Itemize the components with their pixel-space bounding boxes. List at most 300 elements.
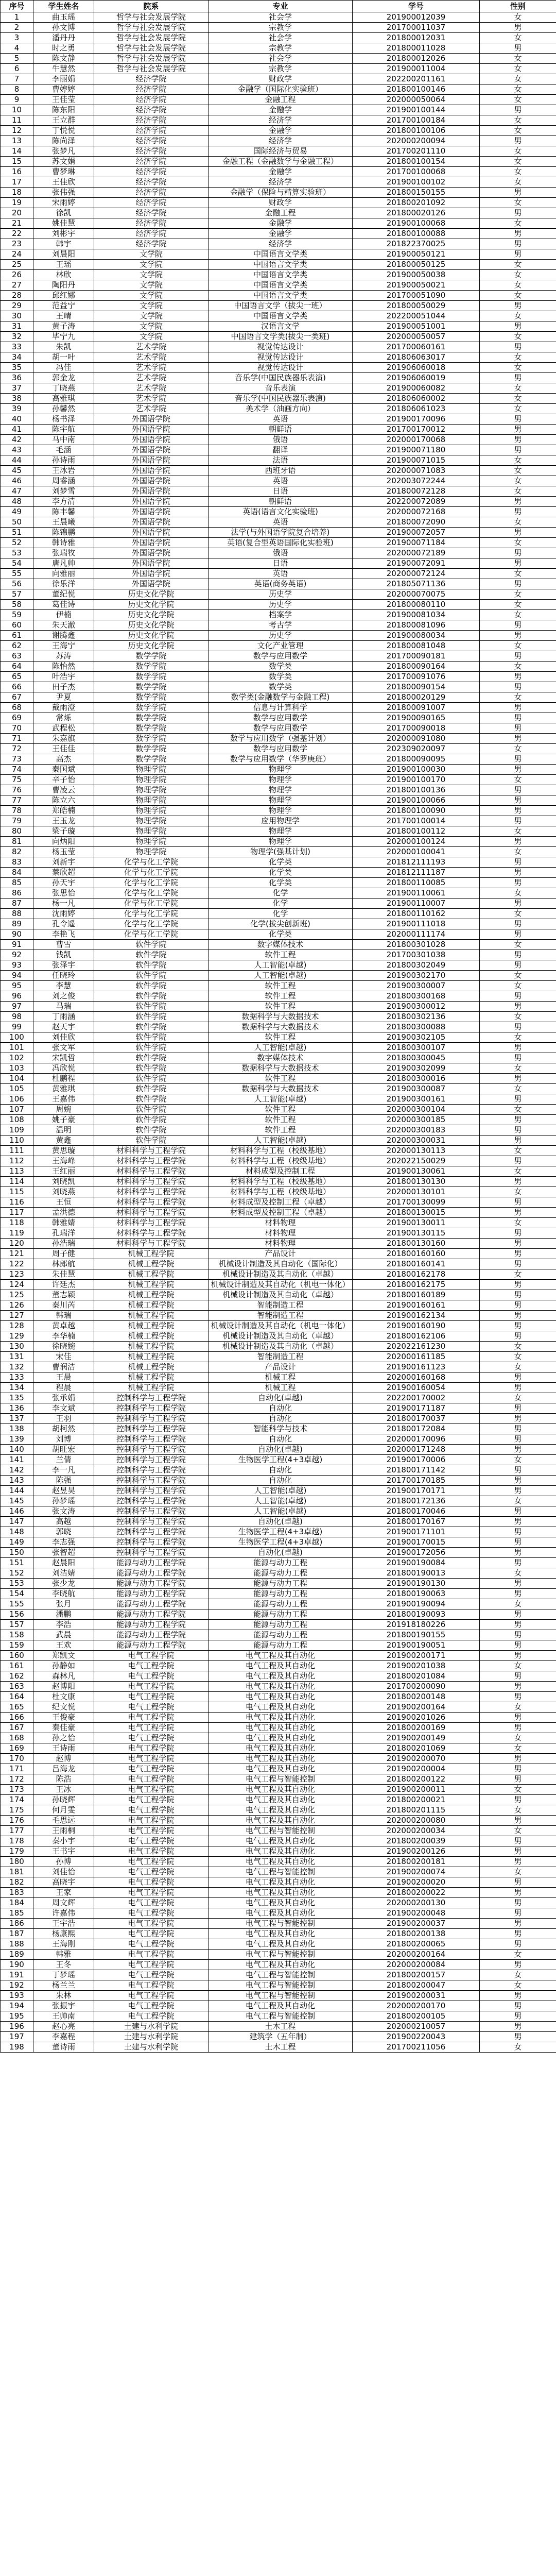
cell-sex: 男 — [480, 2022, 556, 2032]
cell-dept: 经济学院 — [94, 208, 208, 218]
table-row — [1, 1300, 556, 1311]
cell-name: 秦国斌 — [33, 765, 94, 775]
cell-dept: 经济学院 — [94, 229, 208, 239]
cell-major: 物理学(强基计划) — [208, 847, 353, 857]
cell-name: 朱嘉旗 — [33, 734, 94, 744]
cell-dept: 外国语学院 — [94, 497, 208, 507]
cell-major: 中国语言文学（拔尖一班） — [208, 301, 353, 311]
cell-no: 125 — [1, 1290, 33, 1300]
cell-name: 刘彬宇 — [33, 229, 94, 239]
cell-id: 201900300012 — [353, 1002, 480, 1012]
table-row — [1, 177, 556, 188]
cell-no: 142 — [1, 1465, 33, 1476]
table-row — [1, 1424, 556, 1434]
table-row — [1, 785, 556, 795]
cell-dept: 物理学院 — [94, 816, 208, 826]
cell-dept: 外国语学院 — [94, 435, 208, 445]
table-row — [1, 1136, 556, 1146]
cell-id: 201900100102 — [353, 177, 480, 188]
cell-id: 201800200181 — [353, 1857, 480, 1867]
table-row — [1, 868, 556, 878]
cell-id: 201800100088 — [353, 229, 480, 239]
cell-dept: 机械工程学院 — [94, 1280, 208, 1290]
cell-dept: 控制科学与工程学院 — [94, 1465, 208, 1476]
cell-dept: 材料科学与工程学院 — [94, 1187, 208, 1197]
cell-id: 201700200090 — [353, 1682, 480, 1692]
cell-id: 201900200149 — [353, 1733, 480, 1743]
table-row — [1, 445, 556, 455]
table-row — [1, 981, 556, 991]
cell-sex: 男 — [480, 321, 556, 332]
cell-no: 104 — [1, 1074, 33, 1084]
table-row — [1, 1929, 556, 1939]
cell-name: 刘洁婧 — [33, 1568, 94, 1579]
cell-major: 机械工程 — [208, 1372, 353, 1383]
cell-id: 201800012026 — [353, 54, 480, 64]
cell-dept: 机械工程学院 — [94, 1331, 208, 1342]
cell-dept: 机械工程学院 — [94, 1321, 208, 1331]
cell-id: 202022161230 — [353, 1342, 480, 1352]
cell-name: 王诗雨 — [33, 1743, 94, 1754]
cell-name: 丁梦瑶 — [33, 1970, 94, 1980]
cell-dept: 化学与化工学院 — [94, 899, 208, 909]
cell-dept: 软件学院 — [94, 1094, 208, 1105]
cell-dept: 艺术学院 — [94, 404, 208, 414]
cell-no: 197 — [1, 2032, 33, 2042]
table-row — [1, 115, 556, 126]
cell-id: 201800020129 — [353, 692, 480, 703]
cell-id: 201800201092 — [353, 198, 480, 208]
cell-name: 杨一凡 — [33, 899, 94, 909]
cell-id: 201900200004 — [353, 1764, 480, 1774]
cell-major: 电气工程与智能控制 — [208, 1991, 353, 2001]
cell-no: 153 — [1, 1579, 33, 1589]
cell-dept: 经济学院 — [94, 188, 208, 198]
cell-id: 201800170046 — [353, 1506, 480, 1517]
cell-dept: 电气工程学院 — [94, 1877, 208, 1888]
cell-name: 王晨曦 — [33, 517, 94, 528]
table-row — [1, 589, 556, 600]
table-row — [1, 383, 556, 394]
cell-major: 经济学 — [208, 177, 353, 188]
cell-major: 物理学 — [208, 785, 353, 795]
table-row — [1, 1867, 556, 1877]
table-row — [1, 847, 556, 857]
table-row — [1, 1197, 556, 1208]
table-row — [1, 486, 556, 497]
table-row — [1, 1352, 556, 1362]
cell-sex: 女 — [480, 74, 556, 84]
cell-id: 201800150155 — [353, 188, 480, 198]
cell-name: 王冰 — [33, 1785, 94, 1795]
cell-sex: 男 — [480, 837, 556, 847]
cell-name: 杨书泽 — [33, 414, 94, 425]
header-id: 学号 — [353, 1, 480, 12]
cell-major: 电气工程及其自动化 — [208, 1846, 353, 1857]
cell-dept: 控制科学与工程学院 — [94, 1455, 208, 1465]
cell-sex: 女 — [480, 486, 556, 497]
cell-no: 108 — [1, 1115, 33, 1125]
table-row — [1, 352, 556, 363]
cell-no: 154 — [1, 1589, 33, 1599]
cell-name: 王海刚 — [33, 1939, 94, 1950]
cell-sex: 男 — [480, 878, 556, 888]
cell-no: 113 — [1, 1166, 33, 1177]
cell-id: 201900170171 — [353, 1486, 480, 1496]
cell-sex: 女 — [480, 888, 556, 899]
cell-major: 数学类 — [208, 672, 353, 682]
cell-major: 化学类 — [208, 857, 353, 868]
cell-id: 201900050038 — [353, 270, 480, 280]
cell-name: 赵天宇 — [33, 1022, 94, 1032]
cell-major: 财政学 — [208, 74, 353, 84]
table-row — [1, 775, 556, 785]
cell-id: 201800172084 — [353, 1424, 480, 1434]
cell-name: 张月 — [33, 1599, 94, 1609]
cell-name: 陈丰馨 — [33, 507, 94, 517]
table-row — [1, 136, 556, 146]
cell-id: 201900200126 — [353, 1846, 480, 1857]
cell-no: 64 — [1, 662, 33, 672]
cell-dept: 艺术学院 — [94, 352, 208, 363]
cell-id: 201700090018 — [353, 723, 480, 734]
cell-id: 201900161123 — [353, 1362, 480, 1372]
cell-name: 向炳阳 — [33, 837, 94, 847]
cell-no: 90 — [1, 929, 33, 940]
cell-name: 赵昱昊 — [33, 1486, 94, 1496]
cell-dept: 物理学院 — [94, 847, 208, 857]
cell-major: 软件工程 — [208, 1032, 353, 1043]
cell-id: 202000100041 — [353, 847, 480, 857]
cell-no: 116 — [1, 1197, 33, 1208]
table-row — [1, 1063, 556, 1074]
cell-major: 数学类 — [208, 662, 353, 672]
cell-no: 198 — [1, 2042, 33, 2053]
cell-dept: 历史文化学院 — [94, 631, 208, 641]
table-row — [1, 1877, 556, 1888]
cell-major: 产品设计 — [208, 1362, 353, 1372]
cell-id: 201900090165 — [353, 713, 480, 723]
cell-id: 201805071136 — [353, 579, 480, 589]
table-row — [1, 692, 556, 703]
cell-major: 能源与动力工程 — [208, 1589, 353, 1599]
cell-sex: 男 — [480, 1331, 556, 1342]
cell-name: 胡一叶 — [33, 352, 94, 363]
cell-dept: 控制科学与工程学院 — [94, 1414, 208, 1424]
table-row — [1, 754, 556, 765]
cell-id: 202000200164 — [353, 1950, 480, 1960]
cell-sex: 女 — [480, 455, 556, 466]
table-row — [1, 950, 556, 960]
cell-dept: 历史文化学院 — [94, 641, 208, 651]
cell-dept: 电气工程学院 — [94, 1816, 208, 1826]
cell-id: 201900162134 — [353, 1311, 480, 1321]
table-row — [1, 1692, 556, 1702]
cell-no: 99 — [1, 1022, 33, 1032]
cell-no: 175 — [1, 1805, 33, 1816]
cell-id: 202000200084 — [353, 1960, 480, 1970]
cell-name: 叶浩宇 — [33, 672, 94, 682]
table-row — [1, 991, 556, 1002]
cell-dept: 能源与动力工程学院 — [94, 1640, 208, 1651]
cell-major: 生物医学工程(4+3卓越) — [208, 1527, 353, 1537]
cell-dept: 电气工程学院 — [94, 1991, 208, 2001]
table-row — [1, 1208, 556, 1218]
cell-name: 张智超 — [33, 1548, 94, 1558]
table-row — [1, 218, 556, 229]
table-row — [1, 435, 556, 445]
cell-major: 能源与动力工程 — [208, 1599, 353, 1609]
cell-id: 202000072168 — [353, 507, 480, 517]
cell-no: 73 — [1, 754, 33, 765]
cell-no: 74 — [1, 765, 33, 775]
table-row — [1, 1908, 556, 1919]
table-row — [1, 167, 556, 177]
cell-name: 毛涵 — [33, 445, 94, 455]
cell-major: 电气工程及其自动化 — [208, 2001, 353, 2011]
cell-name: 宋佳 — [33, 1352, 94, 1362]
table-row — [1, 682, 556, 692]
cell-id: 201900201026 — [353, 1713, 480, 1723]
cell-major: 应用物理学 — [208, 816, 353, 826]
cell-no: 71 — [1, 734, 33, 744]
cell-name: 王晨 — [33, 1372, 94, 1383]
cell-name: 兰倩 — [33, 1455, 94, 1465]
table-row — [1, 1568, 556, 1579]
cell-id: 202000070075 — [353, 589, 480, 600]
cell-dept: 文学院 — [94, 270, 208, 280]
cell-sex: 男 — [480, 1177, 556, 1187]
table-row — [1, 1012, 556, 1022]
cell-name: 王嘉伟 — [33, 1094, 94, 1105]
cell-name: 林郎航 — [33, 1259, 94, 1269]
cell-dept: 历史文化学院 — [94, 589, 208, 600]
table-row — [1, 1517, 556, 1527]
cell-no: 87 — [1, 899, 33, 909]
cell-name: 杨玉莹 — [33, 847, 94, 857]
cell-sex: 男 — [480, 734, 556, 744]
cell-major: 自动化(卓越) — [208, 1548, 353, 1558]
cell-no: 37 — [1, 383, 33, 394]
table-row — [1, 1125, 556, 1136]
cell-name: 陈立六 — [33, 795, 94, 806]
cell-id: 201900172056 — [353, 1548, 480, 1558]
table-row — [1, 919, 556, 929]
cell-no: 32 — [1, 332, 33, 342]
cell-dept: 控制科学与工程学院 — [94, 1548, 208, 1558]
cell-no: 67 — [1, 692, 33, 703]
cell-id: 201900190094 — [353, 1599, 480, 1609]
cell-major: 人工智能(卓越) — [208, 1136, 353, 1146]
cell-id: 201700170012 — [353, 425, 480, 435]
cell-dept: 电气工程学院 — [94, 1888, 208, 1898]
table-row — [1, 1496, 556, 1506]
cell-id: 201900012039 — [353, 12, 480, 23]
cell-name: 孔令遥 — [33, 919, 94, 929]
cell-name: 王帅南 — [33, 2011, 94, 2022]
cell-id: 201900071180 — [353, 445, 480, 455]
cell-id: 201900051001 — [353, 321, 480, 332]
cell-dept: 能源与动力工程学院 — [94, 1589, 208, 1599]
cell-dept: 艺术学院 — [94, 342, 208, 352]
cell-id: 201800110085 — [353, 878, 480, 888]
cell-no: 10 — [1, 105, 33, 115]
cell-dept: 外国语学院 — [94, 414, 208, 425]
cell-name: 秦川芮 — [33, 1300, 94, 1311]
cell-id: 201900190051 — [353, 1640, 480, 1651]
cell-name: 孙馨然 — [33, 404, 94, 414]
cell-no: 6 — [1, 64, 33, 74]
cell-dept: 材料科学与工程学院 — [94, 1208, 208, 1218]
cell-id: 201900300007 — [353, 981, 480, 991]
table-row — [1, 1723, 556, 1733]
cell-id: 201800072128 — [353, 486, 480, 497]
cell-id: 201800090164 — [353, 662, 480, 672]
cell-name: 毕宁九 — [33, 332, 94, 342]
cell-sex: 女 — [480, 610, 556, 620]
cell-major: 金融学 — [208, 218, 353, 229]
cell-major: 数学类(金融数学与金融工程) — [208, 692, 353, 703]
cell-major: 电气工程及其自动化 — [208, 1713, 353, 1723]
cell-name: 钱凯 — [33, 950, 94, 960]
cell-sex: 男 — [480, 1620, 556, 1630]
cell-sex: 女 — [480, 1032, 556, 1043]
cell-dept: 电气工程学院 — [94, 1970, 208, 1980]
table-row — [1, 229, 556, 239]
cell-id: 202000130101 — [353, 1187, 480, 1197]
cell-no: 85 — [1, 878, 33, 888]
cell-no: 195 — [1, 2011, 33, 2022]
cell-no: 152 — [1, 1568, 33, 1579]
cell-no: 20 — [1, 208, 33, 218]
cell-no: 30 — [1, 311, 33, 321]
cell-name: 陶阳丹 — [33, 280, 94, 291]
cell-major: 建筑学（五年制） — [208, 2032, 353, 2042]
cell-major: 电气工程及其自动化 — [208, 1888, 353, 1898]
cell-no: 163 — [1, 1682, 33, 1692]
cell-id: 202000050057 — [353, 332, 480, 342]
cell-no: 44 — [1, 455, 33, 466]
cell-name: 孙之怡 — [33, 1733, 94, 1743]
cell-sex: 女 — [480, 1980, 556, 1991]
table-row — [1, 1115, 556, 1125]
cell-sex: 女 — [480, 1012, 556, 1022]
cell-major: 金融学（国际化实验班） — [208, 84, 353, 95]
cell-major: 电气工程及其自动化 — [208, 1939, 353, 1950]
cell-sex: 男 — [480, 1259, 556, 1269]
cell-sex: 男 — [480, 651, 556, 662]
cell-no: 28 — [1, 291, 33, 301]
cell-id: 201800011028 — [353, 43, 480, 54]
cell-sex: 女 — [480, 1599, 556, 1609]
cell-dept: 经济学院 — [94, 146, 208, 157]
cell-major: 数据科学与大数据技术 — [208, 1063, 353, 1074]
cell-id: 201900171101 — [353, 1527, 480, 1537]
table-row — [1, 1372, 556, 1383]
cell-major: 数学与应用数学 — [208, 713, 353, 723]
cell-no: 101 — [1, 1043, 33, 1053]
cell-dept: 机械工程学院 — [94, 1300, 208, 1311]
table-row — [1, 2001, 556, 2011]
cell-dept: 材料科学与工程学院 — [94, 1166, 208, 1177]
cell-id: 201700130099 — [353, 1197, 480, 1208]
cell-id: 201900160161 — [353, 1300, 480, 1311]
cell-no: 13 — [1, 136, 33, 146]
cell-dept: 哲学与社会发展学院 — [94, 23, 208, 33]
cell-dept: 软件学院 — [94, 1022, 208, 1032]
cell-dept: 电气工程学院 — [94, 1960, 208, 1970]
cell-major: 英语 — [208, 414, 353, 425]
cell-no: 70 — [1, 723, 33, 734]
cell-name: 刘晓燕 — [33, 1187, 94, 1197]
cell-no: 68 — [1, 703, 33, 713]
cell-sex: 男 — [480, 1888, 556, 1898]
cell-no: 161 — [1, 1661, 33, 1671]
cell-name: 刘博 — [33, 1434, 94, 1445]
table-row — [1, 765, 556, 775]
cell-id: 201800300088 — [353, 1022, 480, 1032]
cell-major: 电气工程及其自动化 — [208, 1929, 353, 1939]
cell-sex: 女 — [480, 363, 556, 373]
cell-id: 201800200047 — [353, 1980, 480, 1991]
cell-no: 147 — [1, 1517, 33, 1527]
table-row — [1, 1403, 556, 1414]
cell-major: 土木工程 — [208, 2022, 353, 2032]
header-sex: 性别 — [480, 1, 556, 12]
cell-no: 196 — [1, 2022, 33, 2032]
cell-no: 168 — [1, 1733, 33, 1743]
cell-name: 朱林 — [33, 1991, 94, 2001]
cell-name: 杨康熙 — [33, 1929, 94, 1939]
cell-no: 82 — [1, 847, 33, 857]
cell-name: 王羽 — [33, 1414, 94, 1424]
cell-dept: 软件学院 — [94, 1032, 208, 1043]
cell-name: 刘梦雪 — [33, 486, 94, 497]
cell-dept: 机械工程学院 — [94, 1372, 208, 1383]
table-row — [1, 1476, 556, 1486]
cell-name: 孙博 — [33, 1857, 94, 1867]
cell-sex: 男 — [480, 1919, 556, 1929]
cell-name: 朱佳慧 — [33, 1269, 94, 1280]
table-row — [1, 2022, 556, 2032]
cell-no: 151 — [1, 1558, 33, 1568]
cell-name: 秦小宇 — [33, 1836, 94, 1846]
table-row — [1, 610, 556, 620]
table-row — [1, 404, 556, 414]
cell-name: 高雅琪 — [33, 394, 94, 404]
cell-dept: 控制科学与工程学院 — [94, 1527, 208, 1537]
cell-id: 201900130115 — [353, 1228, 480, 1239]
cell-major: 社会学 — [208, 12, 353, 23]
cell-major: 能源与动力工程 — [208, 1568, 353, 1579]
cell-no: 29 — [1, 301, 33, 311]
cell-major: 金融学 — [208, 126, 353, 136]
cell-name: 丁雨涵 — [33, 1012, 94, 1022]
cell-dept: 数学学院 — [94, 723, 208, 734]
cell-name: 姚子豪 — [33, 1115, 94, 1125]
table-row — [1, 538, 556, 548]
cell-sex: 女 — [480, 332, 556, 342]
cell-name: 董诗雨 — [33, 2042, 94, 2053]
cell-dept: 电气工程学院 — [94, 1702, 208, 1713]
cell-id: 201800300016 — [353, 1074, 480, 1084]
cell-dept: 软件学院 — [94, 1084, 208, 1094]
cell-major: 材料科学与工程（校级基地） — [208, 1187, 353, 1197]
cell-name: 张梦凡 — [33, 146, 94, 157]
cell-name: 蔡欣超 — [33, 868, 94, 878]
cell-dept: 电气工程学院 — [94, 1723, 208, 1733]
cell-major: 视觉传达设计 — [208, 363, 353, 373]
